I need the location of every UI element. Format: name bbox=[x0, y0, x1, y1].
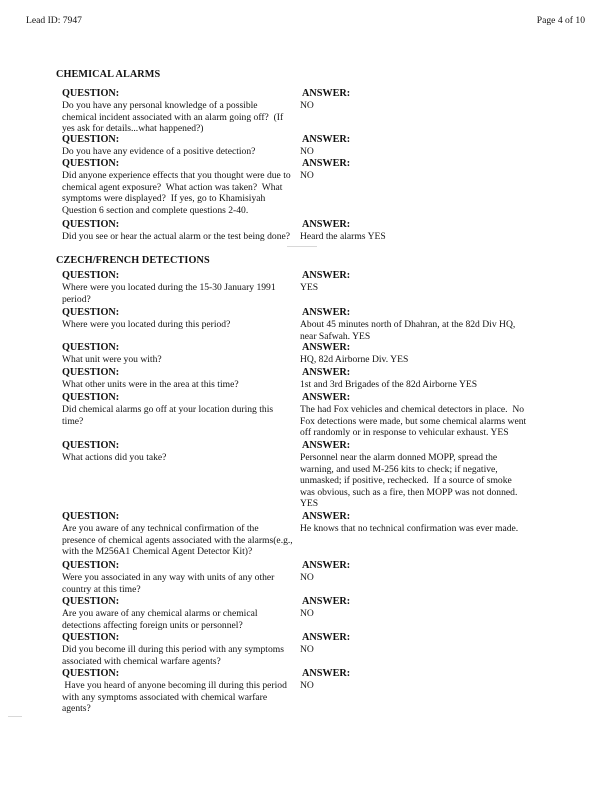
question-label: QUESTION: bbox=[62, 367, 120, 378]
question-block bbox=[62, 342, 300, 366]
answer-block bbox=[300, 88, 546, 112]
question-block bbox=[62, 88, 300, 135]
question-block bbox=[62, 367, 300, 391]
question-label: QUESTION: bbox=[62, 511, 120, 522]
question-label: QUESTION: bbox=[62, 560, 120, 571]
question-label: QUESTION: bbox=[62, 88, 120, 99]
answer-label: ANSWER: bbox=[302, 219, 351, 230]
answer-label: ANSWER: bbox=[302, 632, 351, 643]
answer-block bbox=[300, 511, 546, 535]
page-number: Page 4 of 10 bbox=[536, 15, 585, 26]
answer-text: Personnel near the alarm donned MOPP, spread the warning, and used M-256 kits to check; if negative, unmasked; if positive, rechecked. If a source of smoke was obvious, such as a fire, then MOPP was not donned. YES bbox=[300, 452, 518, 510]
answer-label: ANSWER: bbox=[302, 668, 351, 679]
answer-block bbox=[300, 270, 546, 294]
question-label: QUESTION: bbox=[62, 307, 120, 318]
question-text: Have you heard of anyone becoming ill during this period with any symptoms associated with chemical warfare agents? bbox=[62, 680, 287, 715]
question-text: Are you aware of any technical confirmation of the presence of chemical agents associated with the alarms(e.g., with the M256A1 Chemical Agent Detector Kit)? bbox=[62, 523, 293, 558]
answer-text: NO bbox=[300, 644, 314, 655]
answer-label: ANSWER: bbox=[302, 367, 351, 378]
question-text: Are you aware of any chemical alarms or chemical detections affecting foreign units or personnel? bbox=[62, 608, 258, 631]
question-text: Do you have any evidence of a positive detection? bbox=[62, 146, 256, 157]
question-label: QUESTION: bbox=[62, 219, 120, 230]
answer-block bbox=[300, 440, 546, 510]
question-label: QUESTION: bbox=[62, 270, 120, 281]
question-text: Did chemical alarms go off at your location during this time? bbox=[62, 404, 274, 427]
answer-label: ANSWER: bbox=[302, 560, 351, 571]
question-label: QUESTION: bbox=[62, 440, 120, 451]
question-block bbox=[62, 440, 300, 464]
question-label: QUESTION: bbox=[62, 632, 120, 643]
answer-block bbox=[300, 307, 546, 342]
answer-label: ANSWER: bbox=[302, 511, 351, 522]
question-block bbox=[62, 560, 300, 595]
answer-label: ANSWER: bbox=[302, 392, 351, 403]
answer-text: HQ, 82d Airborne Div. YES bbox=[300, 354, 409, 365]
question-text: What other units were in the area at this time? bbox=[62, 379, 239, 390]
lead-id: Lead ID: 7947 bbox=[26, 15, 82, 26]
answer-text: About 45 minutes north of Dhahran, at the 82d Div HQ, near Safwah. YES bbox=[300, 319, 516, 342]
answer-label: ANSWER: bbox=[302, 440, 351, 451]
answer-label: ANSWER: bbox=[302, 158, 351, 169]
answer-block bbox=[300, 134, 546, 158]
section-title-chemical-alarms: CHEMICAL ALARMS bbox=[56, 69, 161, 80]
answer-label: ANSWER: bbox=[302, 596, 351, 607]
answer-block bbox=[300, 632, 546, 656]
question-block bbox=[62, 511, 300, 558]
question-label: QUESTION: bbox=[62, 596, 120, 607]
answer-label: ANSWER: bbox=[302, 342, 351, 353]
answer-label: ANSWER: bbox=[302, 307, 351, 318]
question-label: QUESTION: bbox=[62, 134, 120, 145]
question-block bbox=[62, 158, 300, 216]
question-text: What unit were you with? bbox=[62, 354, 162, 365]
answer-text: NO bbox=[300, 680, 314, 691]
answer-text: Heard the alarms YES bbox=[300, 231, 386, 242]
question-label: QUESTION: bbox=[62, 668, 120, 679]
question-label: QUESTION: bbox=[62, 158, 120, 169]
question-text: Do you have any personal knowledge of a possible chemical incident associated with an alarm going off? (If yes ask for details...what happened?) bbox=[62, 100, 284, 135]
answer-text: 1st and 3rd Brigades of the 82d Airborne YES bbox=[300, 379, 478, 390]
question-block bbox=[62, 134, 300, 158]
question-block bbox=[62, 668, 300, 715]
answer-block bbox=[300, 219, 546, 243]
answer-block bbox=[300, 342, 546, 366]
question-block bbox=[62, 219, 300, 243]
question-text: Where were you located during the 15-30 January 1991 period? bbox=[62, 282, 276, 305]
question-block bbox=[62, 596, 300, 631]
answer-block bbox=[300, 560, 546, 584]
answer-label: ANSWER: bbox=[302, 134, 351, 145]
question-text: Where were you located during this period? bbox=[62, 319, 231, 330]
answer-block bbox=[300, 668, 546, 692]
question-label: QUESTION: bbox=[62, 342, 120, 353]
answer-text: The had Fox vehicles and chemical detectors in place. No Fox detections were made, but some chemical alarms went off randomly or in response to vehicular exhaust. YES bbox=[300, 404, 527, 439]
question-text: Did you become ill during this period with any symptoms associated with chemical warfare agents? bbox=[62, 644, 284, 667]
answer-block bbox=[300, 392, 546, 439]
answer-block bbox=[300, 158, 546, 182]
answer-text: He knows that no technical confirmation was ever made. bbox=[300, 523, 519, 534]
question-block bbox=[62, 632, 300, 667]
answer-block bbox=[300, 596, 546, 620]
answer-label: ANSWER: bbox=[302, 270, 351, 281]
question-text: Did anyone experience effects that you thought were due to chemical agent exposure? What action was taken? What symptoms were displayed? If yes, go to Khamisiyah Question 6 section and complete questions 2-40. bbox=[62, 170, 291, 216]
answer-block bbox=[300, 367, 546, 391]
question-block bbox=[62, 307, 300, 331]
question-text: Did you see or hear the actual alarm or the test being done? bbox=[62, 231, 291, 242]
question-label: QUESTION: bbox=[62, 392, 120, 403]
scan-mark bbox=[8, 716, 22, 717]
answer-text: NO bbox=[300, 572, 314, 583]
question-text: What actions did you take? bbox=[62, 452, 167, 463]
answer-text: NO bbox=[300, 146, 314, 157]
question-block bbox=[62, 392, 300, 427]
question-block bbox=[62, 270, 300, 305]
section-title-czech-french-detections: CZECH/FRENCH DETECTIONS bbox=[56, 255, 210, 266]
scan-mark bbox=[287, 246, 317, 247]
question-text: Were you associated in any way with units of any other country at this time? bbox=[62, 572, 275, 595]
answer-text: NO bbox=[300, 608, 314, 619]
answer-text: NO bbox=[300, 170, 314, 181]
answer-label: ANSWER: bbox=[302, 88, 351, 99]
answer-text: NO bbox=[300, 100, 314, 111]
answer-text: YES bbox=[300, 282, 319, 293]
